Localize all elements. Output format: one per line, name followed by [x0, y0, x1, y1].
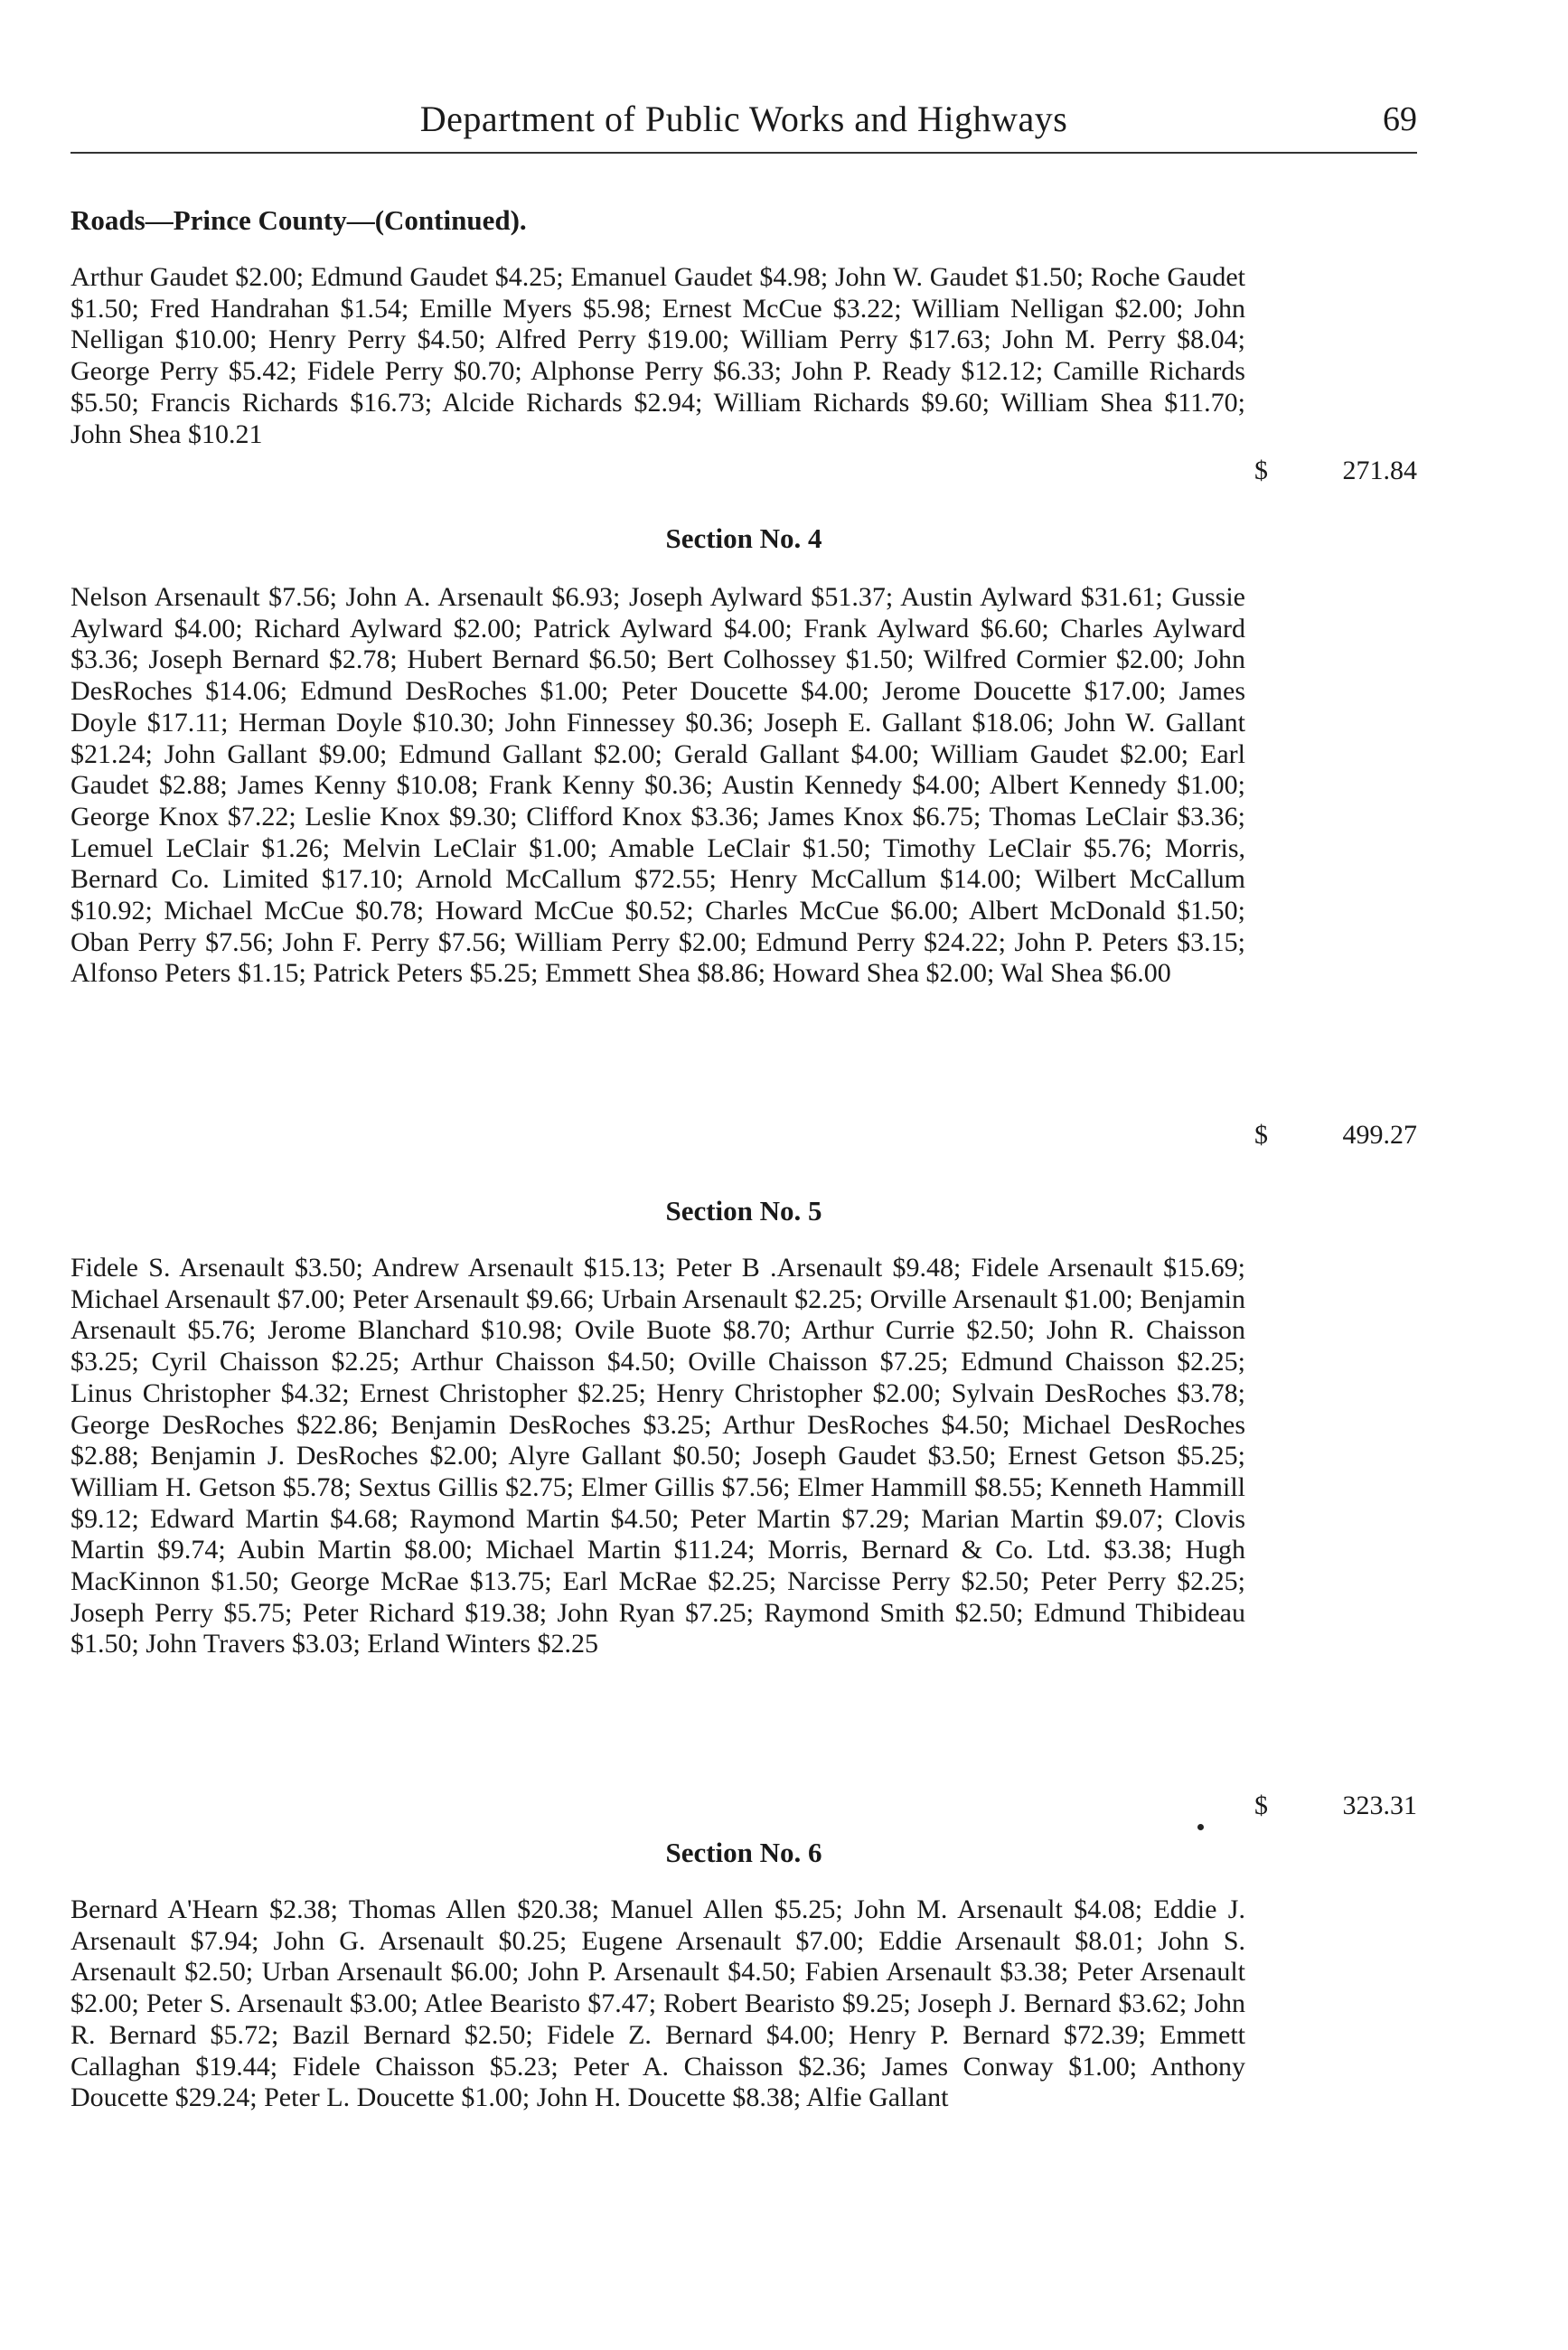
currency-symbol: $	[1254, 456, 1268, 485]
total-amount: 499.27	[1342, 1120, 1417, 1150]
subhead: Roads—Prince County—(Continued).	[70, 204, 527, 236]
section-paragraph: Fidele S. Arsenault $3.50; Andrew Arsenault $15.13; Peter B .Arsenault $9.48; Fidele Arsenault $15.69; Michael Arsenault $7.00; Peter Arsenault $9.66; Urbain Arsenault $2.25; Orville Arsenault $1.00; Benjamin Arsenault $5.76; Jerome Blanchard $10.98; Ovile Buote $8.70; Arthur Currie $2.50; John R. Chaisson $3.25; Cyril Chaisson $2.25; Arthur Chaisson $4.50; Oville Chaisson $7.25; Edmund Chaisson $2.25; Linus Christopher $4.32; Ernest Christopher $2.25; Henry Christopher $2.00; Sylvain DesRoches $3.78; George DesRoches $22.86; Benjamin DesRoches $3.25; Arthur DesRoches $4.50; Michael DesRoches $2.88; Benjamin J. DesRoches $2.00; Alyre Gallant $0.50; Joseph Gaudet $3.50; Ernest Getson $5.25; William H. Getson $5.78; Sextus Gillis $2.75; Elmer Gillis $7.56; Elmer Hammill $8.55; Kenneth Hammill $9.12; Edward Martin $4.68; Raymond Martin $4.50; Peter Martin $7.29; Marian Martin $9.07; Clovis Martin $9.74; Aubin Martin $8.00; Michael Martin $11.24; Morris, Bernard & Co. Ltd. $3.38; Hugh MacKinnon $1.50; George McRae $13.75; Earl McRae $2.25; Narcisse Perry $2.50; Peter Perry $2.25; Joseph Perry $5.75; Peter Richard $19.38; John Ryan $7.25; Raymond Smith $2.50; Edmund Thibideau $1.50; John Travers $3.03; Erland Winters $2.25	[70, 1253, 1245, 1659]
ink-dot	[1197, 1824, 1204, 1830]
total-amount: 323.31	[1342, 1791, 1417, 1820]
intro-block	[70, 262, 1417, 485]
currency-symbol: $	[1254, 1791, 1268, 1820]
intro-paragraph: Arthur Gaudet $2.00; Edmund Gaudet $4.25; Emanuel Gaudet $4.98; John W. Gaudet $1.50; Roche Gaudet $1.50; Fred Handrahan $1.54; Emille Myers $5.98; Ernest McCue $3.22; William Nelligan $2.00; John Nelligan $10.00; Henry Perry $4.50; Alfred Perry $19.00; William Perry $17.63; John M. Perry $8.04; George Perry $5.42; Fidele Perry $0.70; Alphonse Perry $6.33; John P. Ready $12.12; Camille Richards $5.50; Francis Richards $16.73; Alcide Richards $2.94; William Richards $9.60; William Shea $11.70; John Shea $10.21	[70, 262, 1245, 449]
currency-symbol: $	[1254, 1120, 1268, 1150]
page-title: Department of Public Works and Highways	[419, 99, 1068, 139]
section-4-total	[1254, 1120, 1417, 1152]
section-heading: Section No. 4	[665, 522, 822, 554]
page-number: 69	[1383, 100, 1417, 138]
section-4-body	[70, 582, 1417, 1150]
section-5-body	[70, 1253, 1417, 1820]
section-6-body	[70, 1894, 1417, 2114]
section-5-total	[1254, 1791, 1417, 1822]
section-heading: Section No. 5	[665, 1195, 822, 1227]
section-paragraph: Bernard A'Hearn $2.38; Thomas Allen $20.38; Manuel Allen $5.25; John M. Arsenault $4.08; Eddie J. Arsenault $7.94; John G. Arsenault $0.25; Eugene Arsenault $7.00; Eddie Arsenault $8.01; John S. Arsenault $2.50; Urban Arsenault $6.00; John P. Arsenault $4.50; Fabien Arsenault $3.38; Peter Arsenault $2.00; Peter S. Arsenault $3.00; Atlee Bearisto $7.47; Robert Bearisto $9.25; Joseph J. Bernard $3.62; John R. Bernard $5.72; Bazil Bernard $2.50; Fidele Z. Bernard $4.00; Henry P. Bernard $72.39; Emmett Callaghan $19.44; Fidele Chaisson $5.23; Peter A. Chaisson $2.36; James Conway $1.00; Anthony Doucette $29.24; Peter L. Doucette $1.00; John H. Doucette $8.38; Alfie Gallant	[70, 1894, 1245, 2113]
intro-total	[1254, 456, 1417, 487]
running-head	[70, 90, 1417, 145]
section-heading: Section No. 6	[665, 1837, 822, 1868]
total-amount: 271.84	[1342, 456, 1417, 485]
header-rule	[70, 152, 1417, 154]
section-paragraph: Nelson Arsenault $7.56; John A. Arsenault $6.93; Joseph Aylward $51.37; Austin Aylward $31.61; Gussie Aylward $4.00; Richard Aylward $2.00; Patrick Aylward $4.00; Frank Aylward $6.60; Charles Aylward $3.36; Joseph Bernard $2.78; Hubert Bernard $6.50; Bert Colhossey $1.50; Wilfred Cormier $2.00; John DesRoches $14.06; Edmund DesRoches $1.00; Peter Doucette $4.00; Jerome Doucette $17.00; James Doyle $17.11; Herman Doyle $10.30; John Finnessey $0.36; Joseph E. Gallant $18.06; John W. Gallant $21.24; John Gallant $9.00; Edmund Gallant $2.00; Gerald Gallant $4.00; William Gaudet $2.00; Earl Gaudet $2.88; James Kenny $10.08; Frank Kenny $0.36; Austin Kennedy $4.00; Albert Kennedy $1.00; George Knox $7.22; Leslie Knox $9.30; Clifford Knox $3.36; James Knox $6.75; Thomas LeClair $3.36; Lemuel LeClair $1.26; Melvin LeClair $1.00; Amable LeClair $1.50; Timothy LeClair $5.76; Morris, Bernard Co. Limited $17.10; Arnold McCallum $72.55; Henry McCallum $14.00; Wilbert McCallum $10.92; Michael McCue $0.78; Howard McCue $0.52; Charles McCue $6.00; Albert McDonald $1.50; Oban Perry $7.56; John F. Perry $7.56; William Perry $2.00; Edmund Perry $24.22; John P. Peters $3.15; Alfonso Peters $1.15; Patrick Peters $5.25; Emmett Shea $8.86; Howard Shea $2.00; Wal Shea $6.00	[70, 582, 1245, 989]
